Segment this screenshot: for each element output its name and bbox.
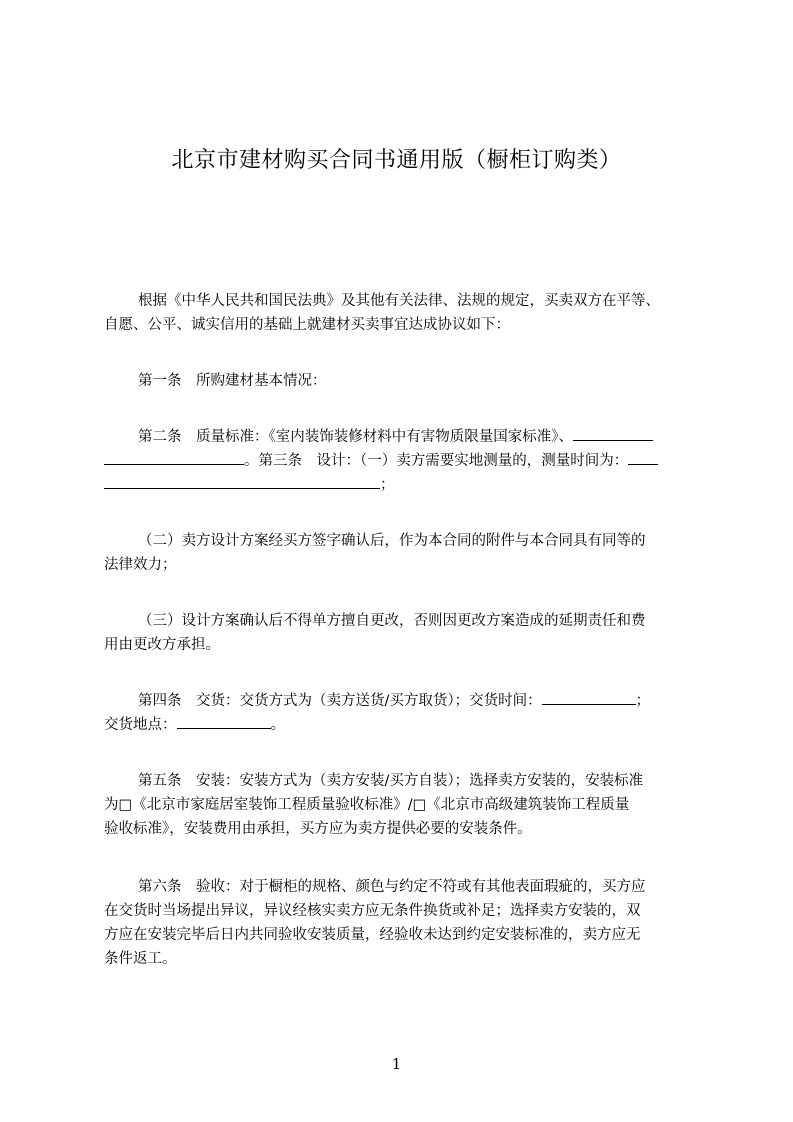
- intro-line-2: 自愿、公平、诚实信用的基础上就建材买卖事宜达成协议如下：: [104, 317, 510, 333]
- article-5-line-1: 第五条 安装：安装方式为（卖方安装/买方自装）；选择卖方安装的，安装标准: [138, 773, 644, 789]
- design-3-line-1: （三）设计方案确认后不得单方擅自更改，否则因更改方案造成的延期责任和费: [138, 613, 646, 629]
- blank-underline: [104, 449, 244, 465]
- article-4-line-1: [104, 689, 700, 713]
- design-2-line-2: 法律效力；: [104, 557, 177, 573]
- article-6-line-2: 在交货时当场提出异议，异议经核实卖方应无条件换货或补足；选择卖方安装的，双: [104, 903, 641, 919]
- article-2-line-2: [104, 449, 700, 473]
- article-4-line-1-end: ；: [635, 693, 651, 709]
- article-4-line-2-text: 交货地点：: [104, 717, 177, 733]
- article-5-line-3: 验收标准》，安装费用由承担，买方应为卖方提供必要的安装条件。: [104, 821, 532, 837]
- article-2-line-2-text: 。第三条 设计：（一）卖方需要实地测量的，测量时间为：: [244, 453, 629, 469]
- article-6-line-1: 第六条 验收：对于橱柜的规格、颜色与约定不符或有其他表面瑕疵的，买方应: [138, 879, 646, 895]
- article-2-line-3-text: ；: [380, 477, 395, 493]
- blank-underline: [104, 473, 380, 489]
- article-4-line-2-end: 。: [270, 717, 285, 733]
- article-2-line-3: [104, 473, 700, 497]
- article-6-line-4: 条件返工。: [104, 951, 177, 967]
- article-6-line-3: 方应在安装完毕后日内共同验收安装质量，经验收未达到约定安装标准的，卖方应无: [104, 927, 641, 943]
- document-title: 北京市建材购买合同书通用版（橱柜订购类）: [171, 148, 622, 173]
- article-2-line-1: [104, 425, 700, 449]
- article-5-line-2: 为□《北京市家庭居室装饰工程质量验收标准》/□《北京市高级建筑装饰工程质量: [104, 797, 630, 813]
- design-clause-2: [104, 529, 700, 577]
- article-2: [104, 425, 700, 497]
- article-6: [104, 875, 700, 971]
- article-5: [104, 769, 700, 841]
- design-clause-3: [104, 609, 700, 657]
- design-3-line-2: 用由更改方承担。: [104, 637, 220, 653]
- article-1-text: 第一条 所购建材基本情况：: [138, 373, 327, 389]
- article-2-line-1-text: 第二条 质量标准：《室内装饰装修材料中有害物质限量国家标准》、: [138, 429, 573, 445]
- design-2-line-1: （二）卖方设计方案经买方签字确认后，作为本合同的附件与本合同具有同等的: [138, 533, 646, 549]
- blank-underline: [628, 449, 658, 465]
- article-4-line-2: [104, 713, 700, 737]
- page-number: 1: [391, 1055, 402, 1073]
- article-1: [104, 369, 700, 393]
- blank-underline: [573, 425, 653, 441]
- blank-underline: [542, 689, 636, 705]
- intro-line-1: 根据《中华人民共和国民法典》及其他有关法律、法规的规定，买卖双方在平等、: [138, 293, 660, 309]
- article-4-line-1-text: 第四条 交货：交货方式为（卖方送货/买方取货）；交货时间：: [138, 693, 542, 709]
- article-4: [104, 689, 700, 737]
- intro-paragraph: [104, 289, 700, 337]
- blank-underline: [177, 713, 271, 729]
